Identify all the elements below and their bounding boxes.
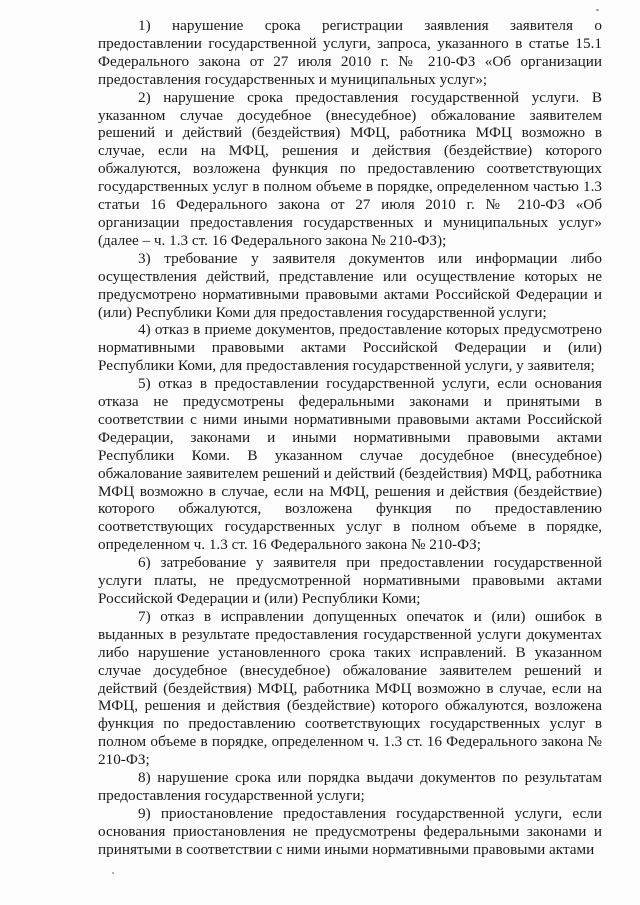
paragraph-item-8: 8) нарушение срока или порядка выдачи документов по результатам предоставления государственной услуги;: [98, 769, 602, 804]
scan-speck: [112, 872, 114, 874]
paragraph-item-6: 6) затребование у заявителя при предоставлении государственной услуги платы, не предусмотренной нормативными правовыми актами Российской Федерации и (или) Республики Коми;: [98, 554, 602, 607]
paragraph-item-3: 3) требование у заявителя документов или информации либо осуществления действий, представление или осуществление которых не предусмотрено нормативными правовыми актами Российской Федерации и (или) Республики Коми для предоставления государственной услуги;: [98, 249, 602, 321]
paragraph-item-7: 7) отказ в исправлении допущенных опечаток и (или) ошибок в выданных в результате предоставления государственной услуги документах либо нарушение установленного срока таких исправлений. В указанном случае досудебное (внесудебное) обжалование заявителем решений и действий (бездействия) МФЦ, работника МФЦ возможно в случае, если на МФЦ, решения и действия (бездействие) которого обжалуются, возложена функция по предоставлению соответствующих государственных услуг в полном объеме в порядке, определенном ч. 1.3 ст. 16 Федерального закона № 210-ФЗ;: [98, 607, 602, 769]
paragraph-item-9: 9) приостановление предоставления государственной услуги, если основания приостановления не предусмотрены федеральными законами и принятыми в соответствии с ними иными нормативными правовыми актами: [98, 804, 602, 858]
paragraph-item-5: 5) отказ в предоставлении государственной услуги, если основания отказа не предусмотрены федеральными законами и принятыми в соответствии с ними иными нормативными правовыми актами Российской Федерации, законами и иными нормативными правовыми актами Республики Коми. В указанном случае досудебное (внесудебное) обжалование заявителем решений и действий (бездействия) МФЦ, работника МФЦ возможно в случае, если на МФЦ, решения и действия (бездействие) которого обжалуются, возложена функция по предоставлению соответствующих государственных услуг в полном объеме в порядке, определенном ч. 1.3 ст. 16 Федерального закона № 210-ФЗ;: [98, 375, 602, 554]
paragraph-item-2: 2) нарушение срока предоставления государственной услуги. В указанном случае досудебное (внесудебное) обжалование заявителем решений и действий (бездействия) МФЦ, работника МФЦ возможно в случае, если на МФЦ, решения и действия (бездействие) которого обжалуются, возложена функция по предоставлению соответствующих государственных услуг в полном объеме в порядке, определенном частью 1.3 статьи 16 Федерального закона от 27 июля 2010 г. № 210-ФЗ «Об организации предоставления государственных и муниципальных услуг» (далее – ч. 1.3 ст. 16 Федерального закона № 210-ФЗ);: [98, 88, 602, 249]
paragraph-item-1: 1) нарушение срока регистрации заявления заявителя о предоставлении государственной услуги, запроса, указанного в статье 15.1 Федерального закона от 27 июля 2010 г. № 210-ФЗ «Об организации предоставления государственных и муниципальных услуг»;: [98, 17, 602, 88]
document-body: [98, 17, 602, 859]
paragraph-item-4: 4) отказ в приеме документов, предоставление которых предусмотрено нормативными правовыми актами Российской Федерации и (или) Республики Коми, для предоставления государственной услуги, у заявителя;: [98, 321, 602, 375]
scan-speck: [596, 9, 599, 11]
